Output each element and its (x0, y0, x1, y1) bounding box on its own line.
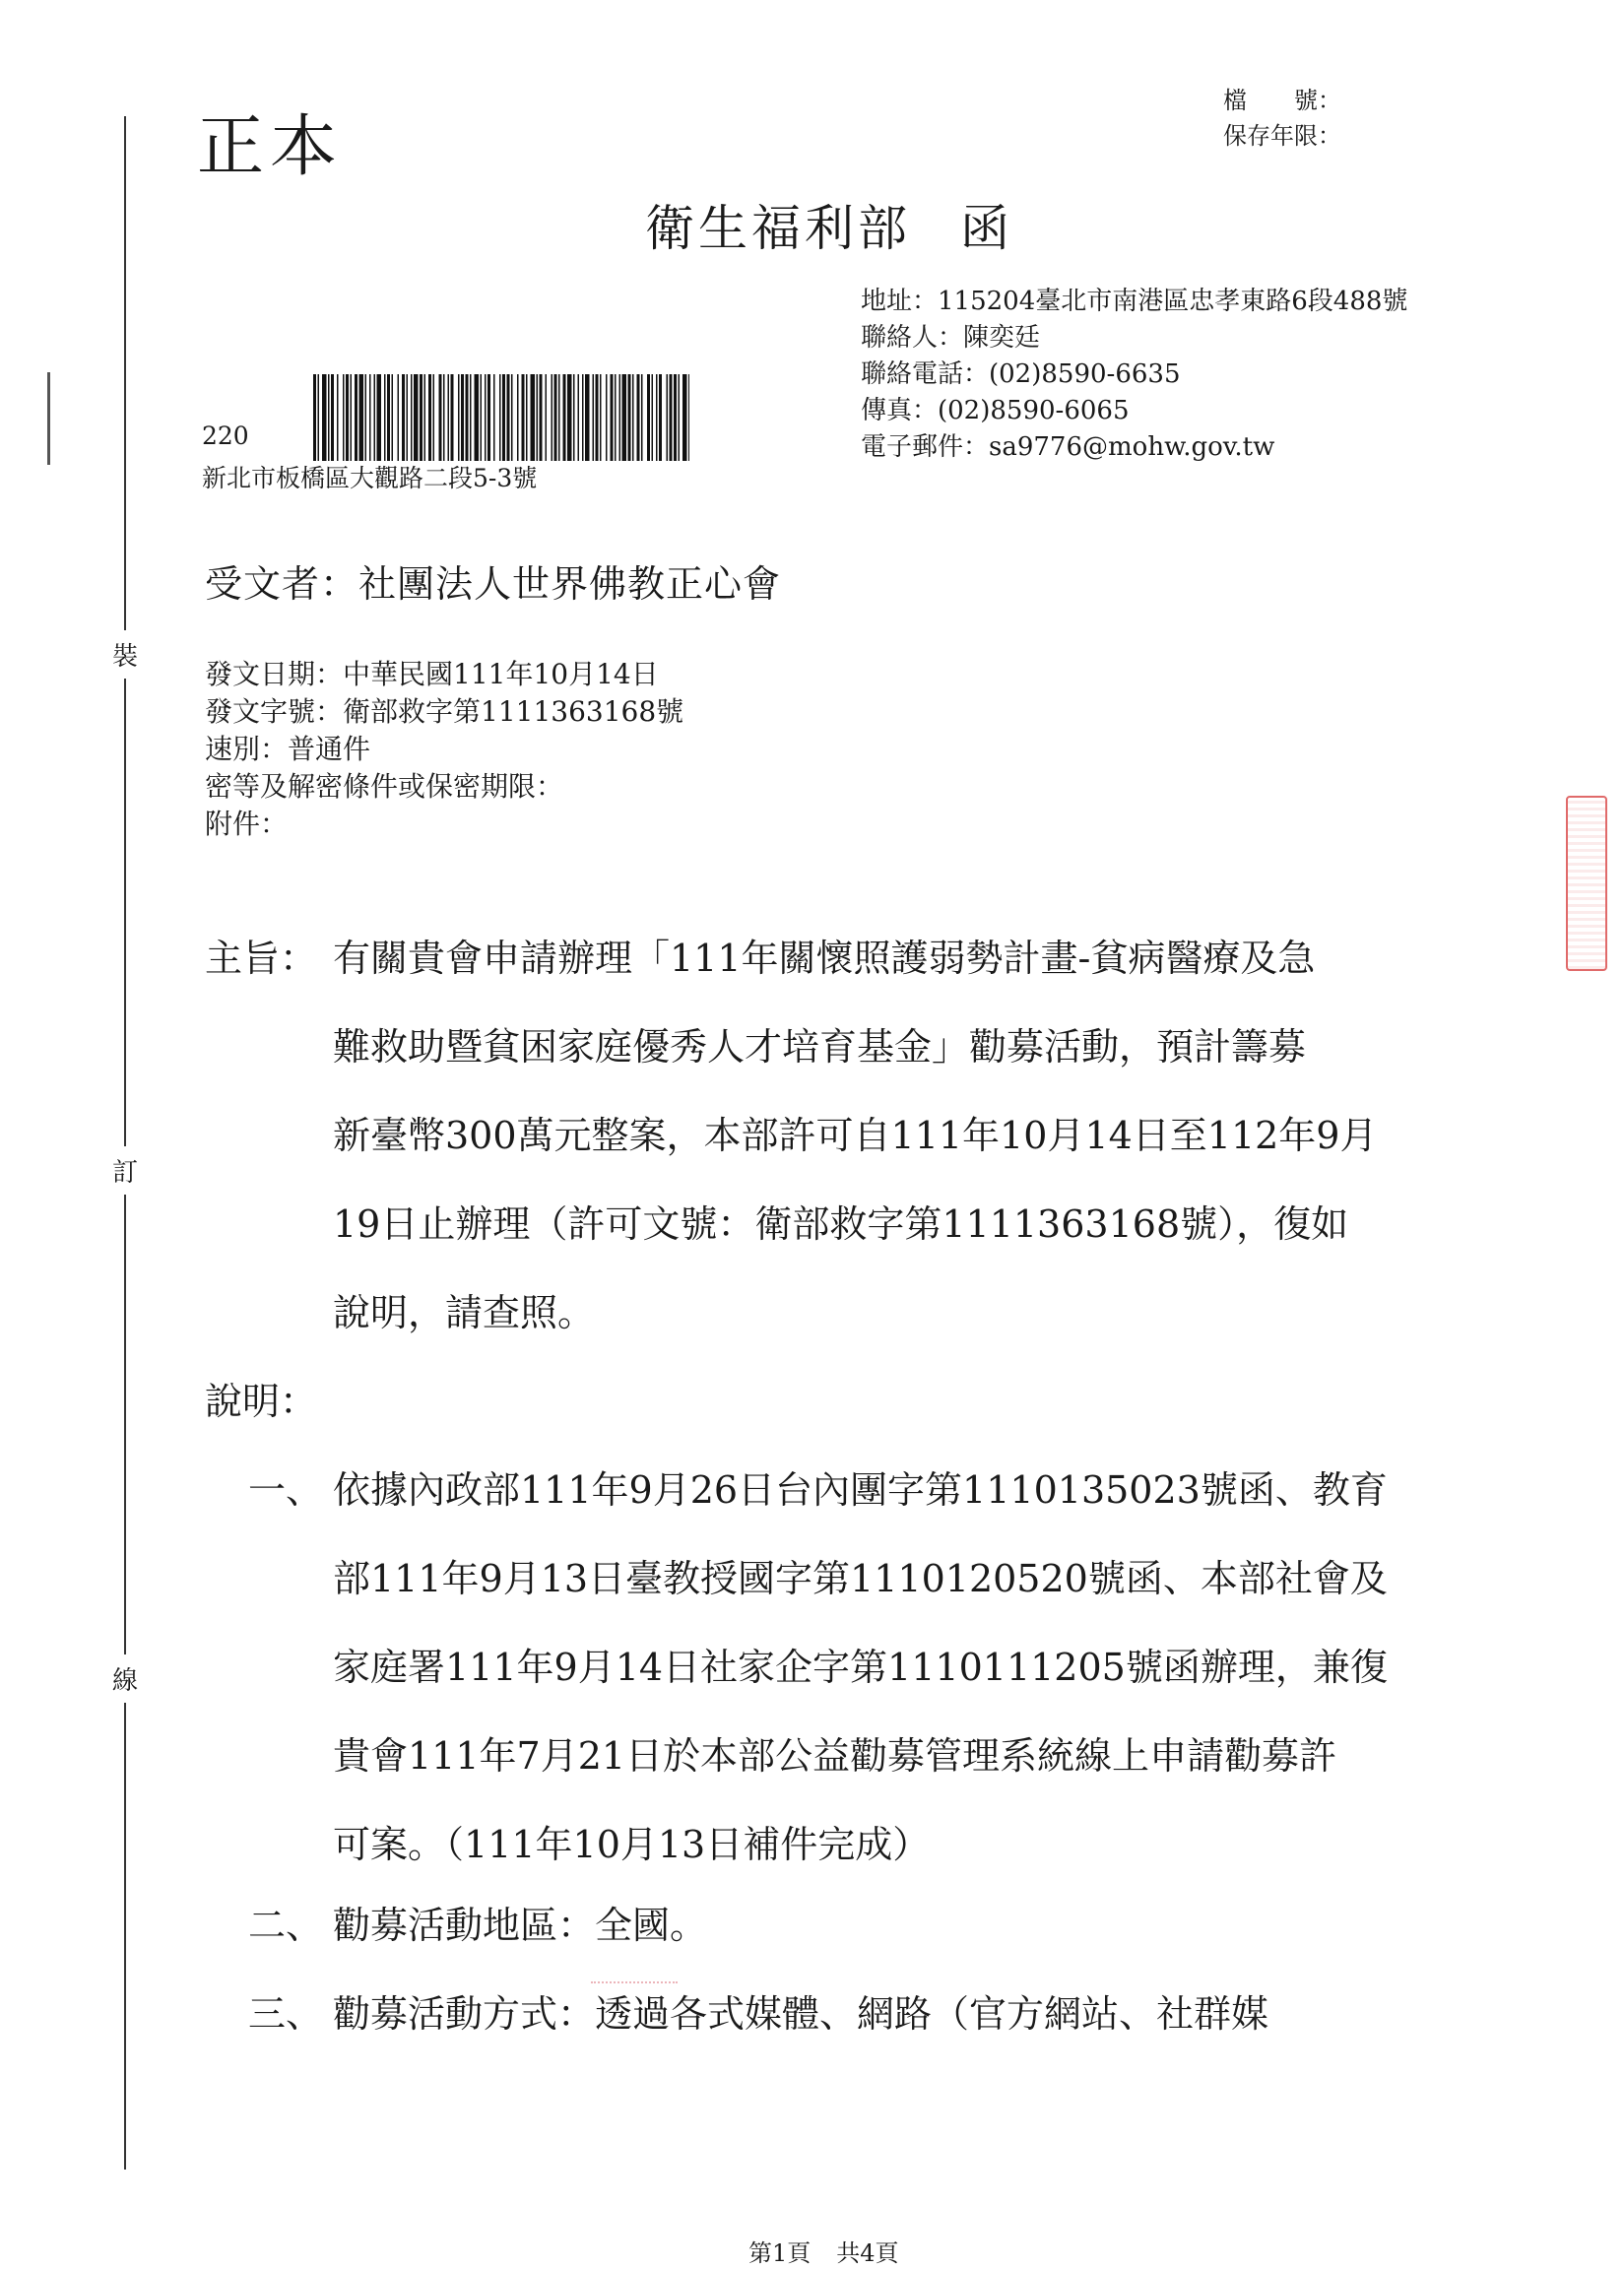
item-number: 三、 (248, 1992, 324, 2036)
page-number: 第1頁 (748, 2239, 812, 2267)
item-line: 依據內政部111年9月26日台內團字第1110135023號函、教育 (333, 1468, 1388, 1512)
original-copy-mark: 正本 (197, 108, 344, 186)
item-number: 一、 (248, 1468, 324, 1512)
subject-label: 主旨： (205, 937, 318, 980)
archive-info (1223, 83, 1341, 154)
page-total: 共4頁 (836, 2239, 899, 2267)
subject-line: 難救助暨貧困家庭優秀人才培育基金」勸募活動，預計籌募 (333, 1025, 1307, 1069)
red-seal-stamp (1566, 796, 1607, 971)
recipient: 受文者：社團法人世界佛教正心會 (205, 562, 782, 606)
contact-address: 地址：115204臺北市南港區忠孝東路6段488號 (861, 287, 1408, 316)
item-line: 部111年9月13日臺教授國字第1110120520號函、本部社會及 (333, 1557, 1388, 1600)
document-number: 發文字號：衛部救字第1111363168號 (205, 695, 684, 728)
contact-person: 聯絡人：陳奕廷 (861, 323, 1041, 353)
zip-code: 220 (202, 421, 249, 450)
document-type: 函 (960, 200, 1013, 257)
contact-fax: 傳真：(02)8590-6065 (861, 396, 1130, 425)
item-line: 勸募活動方式：透過各式媒體、網路（官方網站、社群媒 (333, 1992, 1269, 2036)
security-level: 密等及解密條件或保密期限： (205, 770, 564, 803)
page-footer (748, 2234, 899, 2268)
item-line: 可案。（111年10月13日補件完成） (333, 1823, 931, 1866)
item-line: 勸募活動地區：全國。 (333, 1904, 708, 1947)
attachments: 附件： (205, 808, 289, 840)
contact-phone: 聯絡電話：(02)8590-6635 (861, 359, 1181, 389)
faint-stamp (591, 1938, 678, 1983)
binding-mark-ding: 訂 (112, 1146, 138, 1195)
contact-block (861, 284, 1407, 466)
contact-email: 電子郵件：sa9776@mohw.gov.tw (861, 432, 1275, 462)
barcode (313, 374, 689, 461)
subject-line: 說明，請查照。 (333, 1291, 596, 1334)
explanation-label: 說明： (205, 1380, 318, 1423)
issue-date: 發文日期：中華民國111年10月14日 (205, 658, 659, 690)
recipient-address: 新北市板橋區大觀路二段5-3號 (202, 464, 538, 492)
subject-line: 19日止辦理（許可文號：衛部救字第1111363168號），復如 (333, 1202, 1349, 1246)
agency-name: 衛生福利部 (645, 200, 911, 257)
item-number: 二、 (248, 1904, 324, 1947)
speed-class: 速別：普通件 (205, 733, 371, 765)
binding-line (124, 116, 126, 2170)
item-line: 貴會111年7月21日於本部公益勸募管理系統線上申請勸募許 (333, 1734, 1337, 1778)
document-title (645, 189, 1013, 260)
binding-mark-xian: 線 (112, 1654, 138, 1703)
subject-line: 新臺幣300萬元整案，本部許可自111年10月14日至112年9月 (333, 1114, 1378, 1157)
scan-mark (47, 372, 50, 465)
retention-period: 保存年限： (1223, 122, 1341, 150)
document-meta (205, 656, 683, 843)
binding-mark-zhuang: 裝 (112, 630, 138, 679)
subject-line: 有關貴會申請辦理「111年關懷照護弱勢計畫-貧病醫療及急 (333, 937, 1316, 980)
file-number: 檔 號： (1223, 87, 1341, 114)
item-line: 家庭署111年9月14日社家企字第1110111205號函辦理，兼復 (333, 1646, 1388, 1689)
